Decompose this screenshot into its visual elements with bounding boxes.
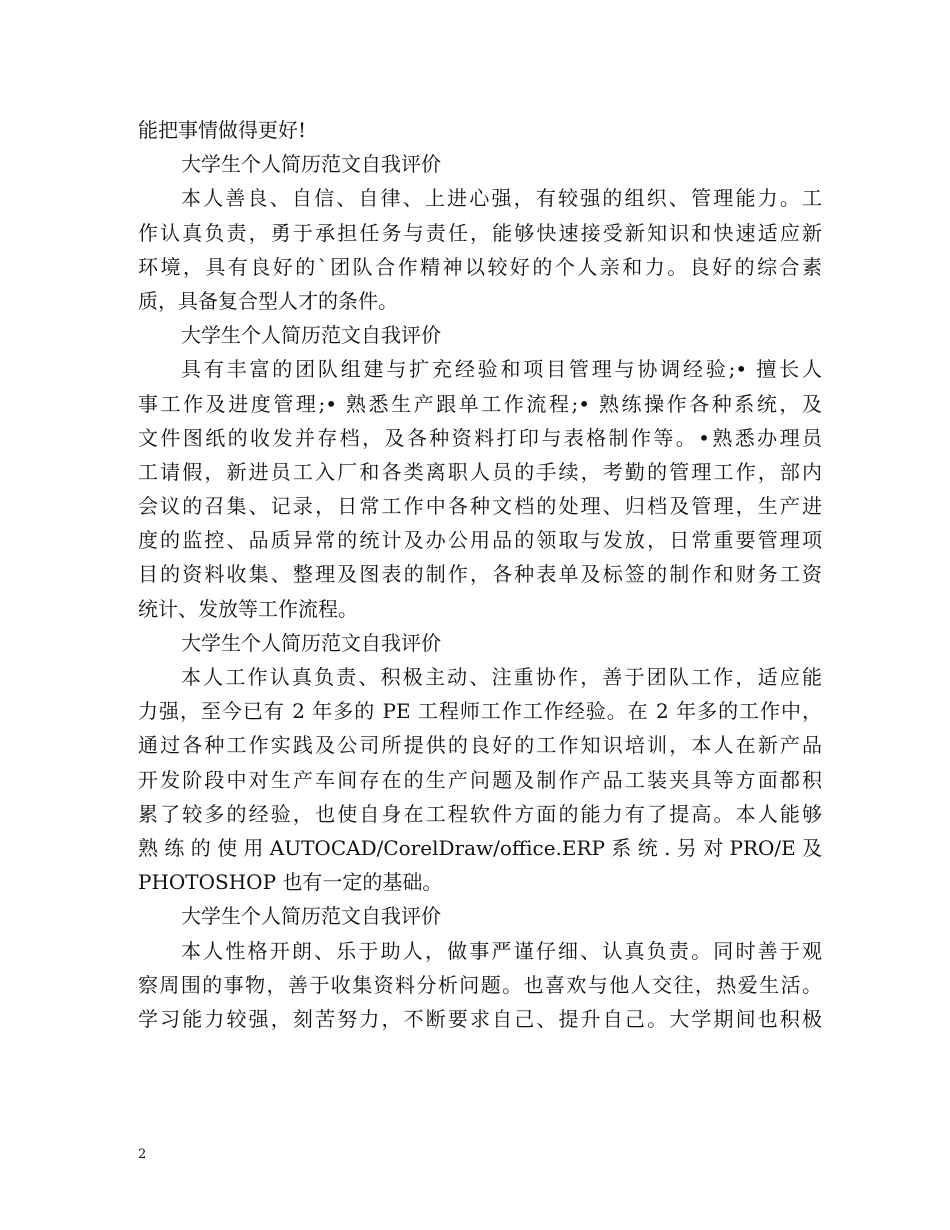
paragraph-line: 事工作及进度管理;• 熟悉生产跟单工作流程;• 熟练操作各种系统，及 (138, 391, 822, 416)
paragraph-line: 质，具备复合型人才的条件。 (138, 288, 398, 313)
section-heading: 大学生个人简历范文自我评价 (181, 904, 441, 929)
paragraph-line: 力强，至今已有 2 年多的 PE 工程师工作工作经验。在 2 年多的工作中， (138, 699, 822, 724)
paragraph-line: 会议的召集、记录，日常工作中各种文档的处理、归档及管理，生产进 (138, 494, 822, 519)
paragraph-line: 本人善良、自信、自律、上进心强，有较强的组织、管理能力。工 (181, 186, 822, 211)
paragraph-line: 察周围的事物，善于收集资料分析问题。也喜欢与他人交往，热爱生活。 (138, 972, 822, 997)
paragraph-line: 作认真负责，勇于承担任务与责任，能够快速接受新知识和快速适应新 (138, 220, 822, 245)
paragraph-line: 能把事情做得更好! (138, 118, 307, 142)
document-body (138, 113, 822, 1036)
paragraph-line: 开发阶段中对生产车间存在的生产问题及制作产品工装夹具等方面都积 (138, 767, 822, 792)
paragraph-line: 通过各种工作实践及公司所提供的良好的工作知识培训，本人在新产品 (138, 733, 822, 758)
paragraph-line: 度的监控、品质异常的统计及办公用品的领取与发放，日常重要管理项 (138, 528, 822, 553)
paragraph-line: 本人性格开朗、乐于助人，做事严谨仔细、认真负责。同时善于观 (181, 938, 822, 963)
section-heading: 大学生个人简历范文自我评价 (181, 152, 441, 177)
paragraph-line: 工请假，新进员工入厂和各类离职人员的手续，考勤的管理工作，部内 (138, 459, 822, 484)
paragraph-line: 熟 练 的 使 用 AUTOCAD/CorelDraw/office.ERP 系 统 . 另 对 PRO/E 及 (138, 835, 822, 860)
paragraph-line: 统计、发放等工作流程。 (138, 596, 358, 621)
section-heading: 大学生个人简历范文自我评价 (181, 630, 441, 655)
paragraph-line: 本人工作认真负责、积极主动、注重协作，善于团队工作，适应能 (181, 665, 822, 689)
paragraph-line: 目的资料收集、整理及图表的制作，各种表单及标签的制作和财务工资 (138, 562, 822, 587)
page-number: 2 (138, 1147, 147, 1162)
section-heading: 大学生个人简历范文自我评价 (181, 323, 441, 348)
paragraph-line: 环境，具有良好的`团队合作精神以较好的个人亲和力。良好的综合素 (138, 254, 822, 279)
paragraph-line: 具有丰富的团队组建与扩充经验和项目管理与协调经验;• 擅长人 (181, 357, 822, 382)
paragraph-line: PHOTOSHOP 也有一定的基础。 (138, 870, 443, 895)
paragraph-line: 文件图纸的收发并存档，及各种资料打印与表格制作等。•熟悉办理员 (138, 425, 822, 450)
paragraph-line: 学习能力较强，刻苦努力，不断要求自己、提升自己。大学期间也积极 (138, 1006, 822, 1031)
paragraph-line: 累了较多的经验，也使自身在工程软件方面的能力有了提高。本人能够 (138, 801, 822, 826)
